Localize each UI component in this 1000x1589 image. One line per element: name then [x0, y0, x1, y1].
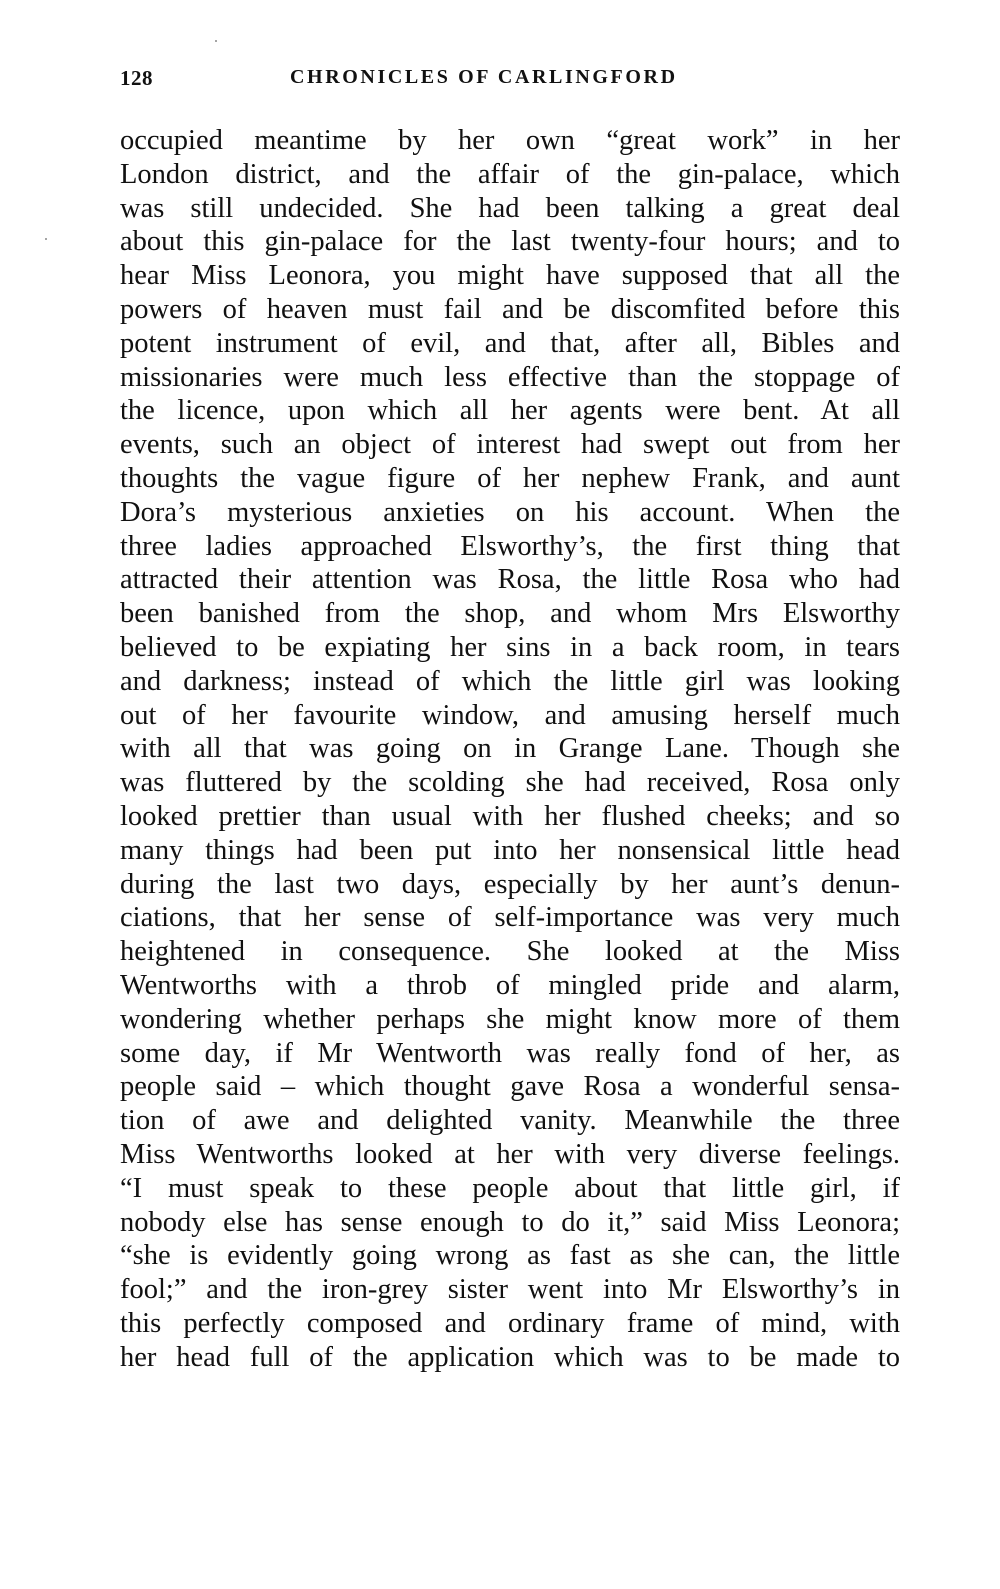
text-line: been banished from the shop, and whom Mrs Elsworthy [120, 598, 900, 630]
text-line: this perfectly composed and ordinary frame of mind, with [120, 1307, 900, 1339]
text-line: was fluttered by the scolding she had received, Rosa only [120, 767, 900, 799]
text-line: occupied meantime by her own “great work” in her [120, 125, 900, 156]
running-title: CHRONICLES OF CARLINGFORD [290, 66, 678, 88]
text-line: heightened in consequence. She looked at the Miss [120, 936, 900, 968]
text-line: London district, and the affair of the gin-palace, which [120, 158, 900, 190]
text-line: wondering whether perhaps she might know more of them [120, 1003, 900, 1035]
text-line: Miss Wentworths looked at her with very diverse feelings. [120, 1138, 900, 1170]
text-line: nobody else has sense enough to do it,” said Miss Leonora; [120, 1206, 900, 1238]
text-line: powers of heaven must fail and be discomfited before this [120, 293, 900, 325]
text-line: believed to be expiating her sins in a back room, in tears [120, 631, 900, 663]
text-line: potent instrument of evil, and that, after all, Bibles and [120, 327, 900, 359]
text-line: the licence, upon which all her agents were bent. At all [120, 395, 900, 427]
text-line: many things had been put into her nonsensical little head [120, 834, 900, 866]
scan-speck [215, 40, 217, 42]
text-line: some day, if Mr Wentworth was really fond of her, as [120, 1037, 900, 1069]
text-line: three ladies approached Elsworthy’s, the first thing that [120, 530, 900, 562]
text-line: with all that was going on in Grange Lane. Though she [120, 733, 900, 765]
text-line: hear Miss Leonora, you might have supposed that all the [120, 260, 900, 292]
text-line: during the last two days, especially by her aunt’s denun- [120, 868, 900, 900]
text-line: attracted their attention was Rosa, the little Rosa who had [120, 564, 900, 596]
text-line: “I must speak to these people about that little girl, if [120, 1172, 900, 1204]
text-line: her head full of the application which was to be made to [120, 1341, 900, 1373]
text-line: missionaries were much less effective than the stoppage of [120, 361, 900, 393]
text-line: out of her favourite window, and amusing herself much [120, 699, 900, 731]
text-line: tion of awe and delighted vanity. Meanwhile the three [120, 1105, 900, 1137]
running-header [120, 66, 900, 96]
scan-speck [45, 238, 47, 240]
text-line: people said – which thought gave Rosa a wonderful sensa- [120, 1071, 900, 1103]
text-line: “she is evidently going wrong as fast as she can, the little [120, 1240, 900, 1272]
text-line: thoughts the vague figure of her nephew Frank, and aunt [120, 462, 900, 494]
text-line: ciations, that her sense of self-importance was very much [120, 902, 900, 934]
text-line: was still undecided. She had been talking a great deal [120, 192, 900, 224]
text-line: looked prettier than usual with her flushed cheeks; and so [120, 800, 900, 832]
text-line: fool;” and the iron-grey sister went into Mr Elsworthy’s in [120, 1274, 900, 1306]
text-line: and darkness; instead of which the little girl was looking [120, 665, 900, 697]
page-number: 128 [120, 66, 153, 90]
body-text [120, 124, 900, 1374]
text-line: about this gin-palace for the last twenty-four hours; and to [120, 226, 900, 258]
text-line: Dora’s mysterious anxieties on his account. When the [120, 496, 900, 528]
text-line: Wentworths with a throb of mingled pride and alarm, [120, 969, 900, 1001]
text-line: events, such an object of interest had swept out from her [120, 429, 900, 461]
